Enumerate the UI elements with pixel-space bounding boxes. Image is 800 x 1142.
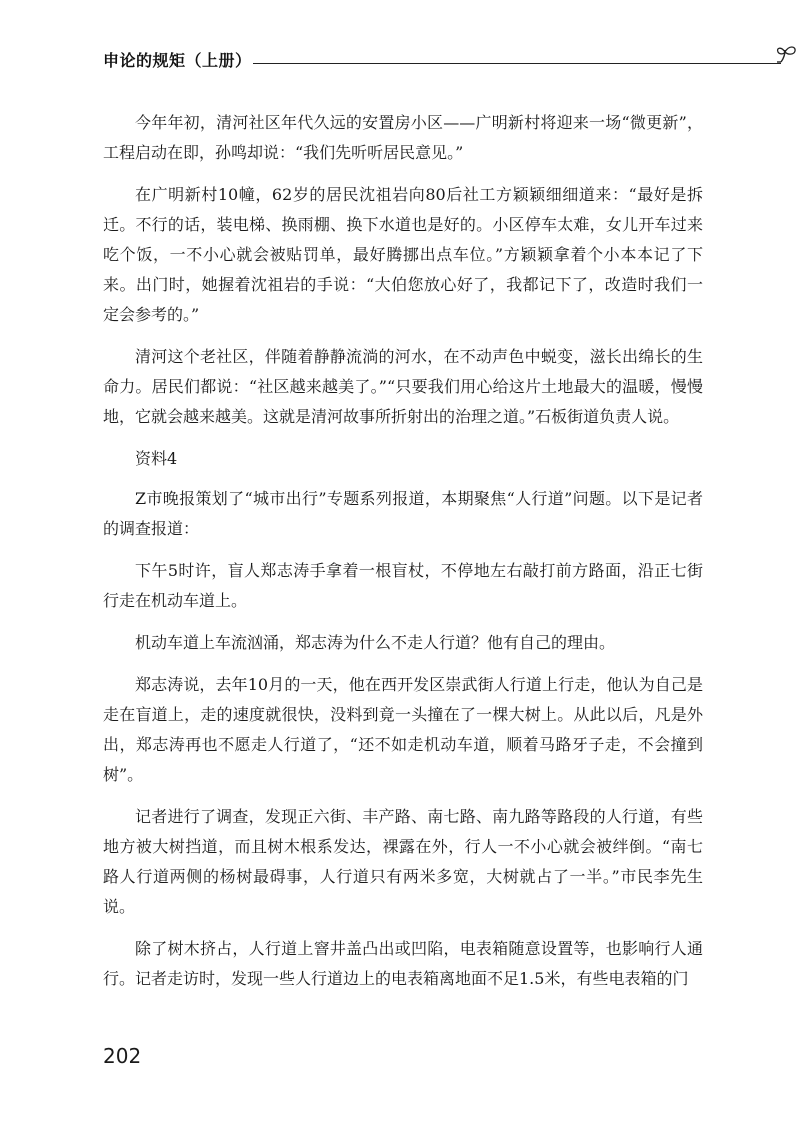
paragraph-7: 郑志涛说，去年10月的一天，他在西开发区崇武街人行道上行走，他认为自己是走在盲道上，走的速度就很快，没料到竟一头撞在了一棵大树上。从此以后，凡是外出，郑志涛再也不愿走人行道了，“还不如走机动车道，顺着马路牙子走，不会撞到树”。 [103,675,703,784]
paragraph-1: 今年年初，清河社区年代久远的安置房小区——广明新村将迎来一场“微更新”，工程启动在即，孙鸣却说：“我们先听听居民意见。” [103,113,703,162]
page-header [103,44,703,74]
header-rule [253,63,781,64]
sprout-icon [775,44,800,68]
paragraph-6: 机动车道上车流汹涌，郑志涛为什么不走人行道？他有自己的理由。 [135,633,616,652]
paragraph-9: 除了树木挤占，人行道上窨井盖凸出或凹陷，电表箱随意设置等，也影响行人通行。记者走访时，发现一些人行道边上的电表箱离地面不足1.5米，有些电表箱的门 [103,939,703,988]
paragraph-3: 清河这个老社区，伴随着静静流淌的河水，在不动声色中蜕变，滋长出绵长的生命力。居民们都说：“社区越来越美了。”“只要我们用心给这片土地最大的温暖，慢慢地，它就会越来越美。这就是清河故事所折射出的治理之道。”石板街道负责人说。 [103,347,703,426]
page-number: 202 [103,1044,142,1068]
section-label: 资料4 [135,449,178,468]
running-head-title: 申论的规矩（上册） [103,51,252,70]
paragraph-4: Z市晚报策划了“城市出行”专题系列报道，本期聚焦“人行道”问题。以下是记者的调查报道： [103,489,703,538]
paragraph-5: 下午5时许，盲人郑志涛手拿着一根盲杖，不停地左右敲打前方路面，沿正七街行走在机动车道上。 [103,561,703,610]
body-text [103,108,703,1006]
paragraph-2: 在广明新村10幢，62岁的居民沈祖岩向80后社工方颖颖细细道来：“最好是拆迁。不行的话，装电梯、换雨棚、换下水道也是好的。小区停车太难，女儿开车过来吃个饭，一不小心就会被贴罚单，最好腾挪出点车位。”方颖颖拿着个小本本记了下来。出门时，她握着沈祖岩的手说：“大伯您放心好了，我都记下了，改造时我们一定会参考的。” [103,185,703,324]
paragraph-8: 记者进行了调查，发现正六街、丰产路、南七路、南九路等路段的人行道，有些地方被大树挡道，而且树木根系发达，裸露在外，行人一不小心就会被绊倒。“南七路人行道两侧的杨树最碍事，人行道只有两米多宽，大树就占了一半。”市民李先生说。 [103,807,703,916]
